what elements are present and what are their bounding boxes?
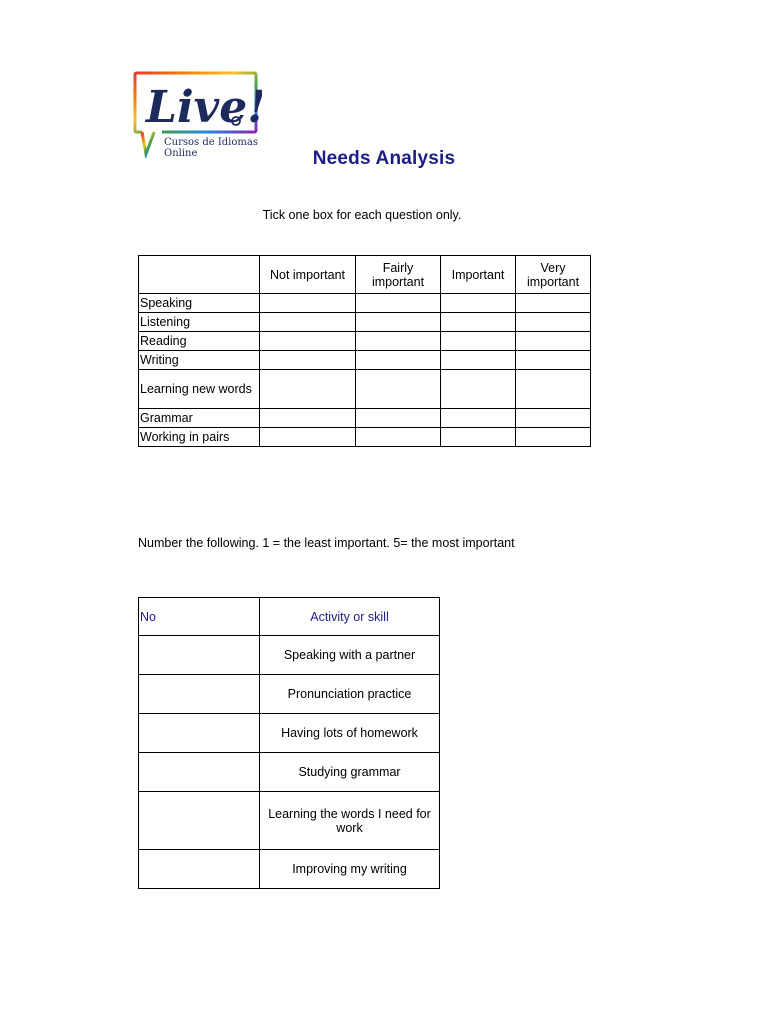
tick-box[interactable]	[516, 428, 591, 447]
importance-table	[138, 255, 591, 447]
tick-box[interactable]	[516, 370, 591, 409]
tick-box[interactable]	[441, 370, 516, 409]
tick-box[interactable]	[441, 313, 516, 332]
row-label: Reading	[139, 332, 260, 351]
table-header-row	[139, 256, 591, 294]
tick-box[interactable]	[516, 409, 591, 428]
tick-box[interactable]	[356, 294, 441, 313]
tick-box[interactable]	[356, 409, 441, 428]
tick-box[interactable]	[441, 351, 516, 370]
logo-line2: Online	[164, 148, 198, 158]
activity-label: Having lots of homework	[260, 714, 440, 753]
header-cell: Not important	[260, 256, 356, 294]
tick-box[interactable]	[356, 428, 441, 447]
tick-box[interactable]	[441, 332, 516, 351]
tick-box[interactable]	[516, 294, 591, 313]
rank-input-cell[interactable]	[139, 714, 260, 753]
table-row	[139, 792, 440, 850]
row-label: Grammar	[139, 409, 260, 428]
table-row	[139, 428, 591, 447]
tick-box[interactable]	[356, 351, 441, 370]
table-row	[139, 753, 440, 792]
activity-label: Learning the words I need for work	[260, 792, 440, 850]
table-row	[139, 675, 440, 714]
instruction-tick-one: Tick one box for each question only.	[262, 208, 462, 222]
table-header-row	[139, 598, 440, 636]
tick-box[interactable]	[356, 332, 441, 351]
activity-label: Studying grammar	[260, 753, 440, 792]
tick-box[interactable]	[441, 294, 516, 313]
table-row	[139, 636, 440, 675]
header-cell-activity: Activity or skill	[260, 598, 440, 636]
rank-input-cell[interactable]	[139, 850, 260, 889]
logo-brand: Live!	[146, 82, 262, 133]
rank-input-cell[interactable]	[139, 792, 260, 850]
live-logo	[132, 70, 262, 158]
page-title: Needs Analysis	[312, 148, 456, 169]
table-row	[139, 370, 591, 409]
tick-box[interactable]	[260, 294, 356, 313]
tick-box[interactable]	[260, 332, 356, 351]
rank-input-cell[interactable]	[139, 636, 260, 675]
table-row	[139, 850, 440, 889]
header-cell	[139, 256, 260, 294]
table-row	[139, 409, 591, 428]
instruction-number-following: Number the following. 1 = the least important. 5= the most important	[138, 536, 515, 550]
tick-box[interactable]	[356, 313, 441, 332]
activity-label: Pronunciation practice	[260, 675, 440, 714]
table-row	[139, 332, 591, 351]
activity-label: Speaking with a partner	[260, 636, 440, 675]
table-row	[139, 351, 591, 370]
tick-box[interactable]	[260, 351, 356, 370]
tick-box[interactable]	[516, 313, 591, 332]
tick-box[interactable]	[516, 332, 591, 351]
header-cell-no: No	[139, 598, 260, 636]
row-label: Learning new words	[139, 370, 260, 409]
rank-input-cell[interactable]	[139, 675, 260, 714]
row-label: Writing	[139, 351, 260, 370]
row-label: Listening	[139, 313, 260, 332]
tick-box[interactable]	[260, 409, 356, 428]
rank-input-cell[interactable]	[139, 753, 260, 792]
row-label: Speaking	[139, 294, 260, 313]
header-cell: Very important	[516, 256, 591, 294]
tick-box[interactable]	[441, 428, 516, 447]
tick-box[interactable]	[441, 409, 516, 428]
tick-box[interactable]	[260, 428, 356, 447]
tick-box[interactable]	[260, 313, 356, 332]
table-row	[139, 714, 440, 753]
tick-box[interactable]	[516, 351, 591, 370]
table-row	[139, 294, 591, 313]
activity-label: Improving my writing	[260, 850, 440, 889]
header-cell: Fairly important	[356, 256, 441, 294]
logo-line1: Cursos de Idiomas	[164, 137, 258, 148]
table-row	[139, 313, 591, 332]
tick-box[interactable]	[356, 370, 441, 409]
header-cell: Important	[441, 256, 516, 294]
ranking-table	[138, 597, 440, 889]
tick-box[interactable]	[260, 370, 356, 409]
row-label: Working in pairs	[139, 428, 260, 447]
